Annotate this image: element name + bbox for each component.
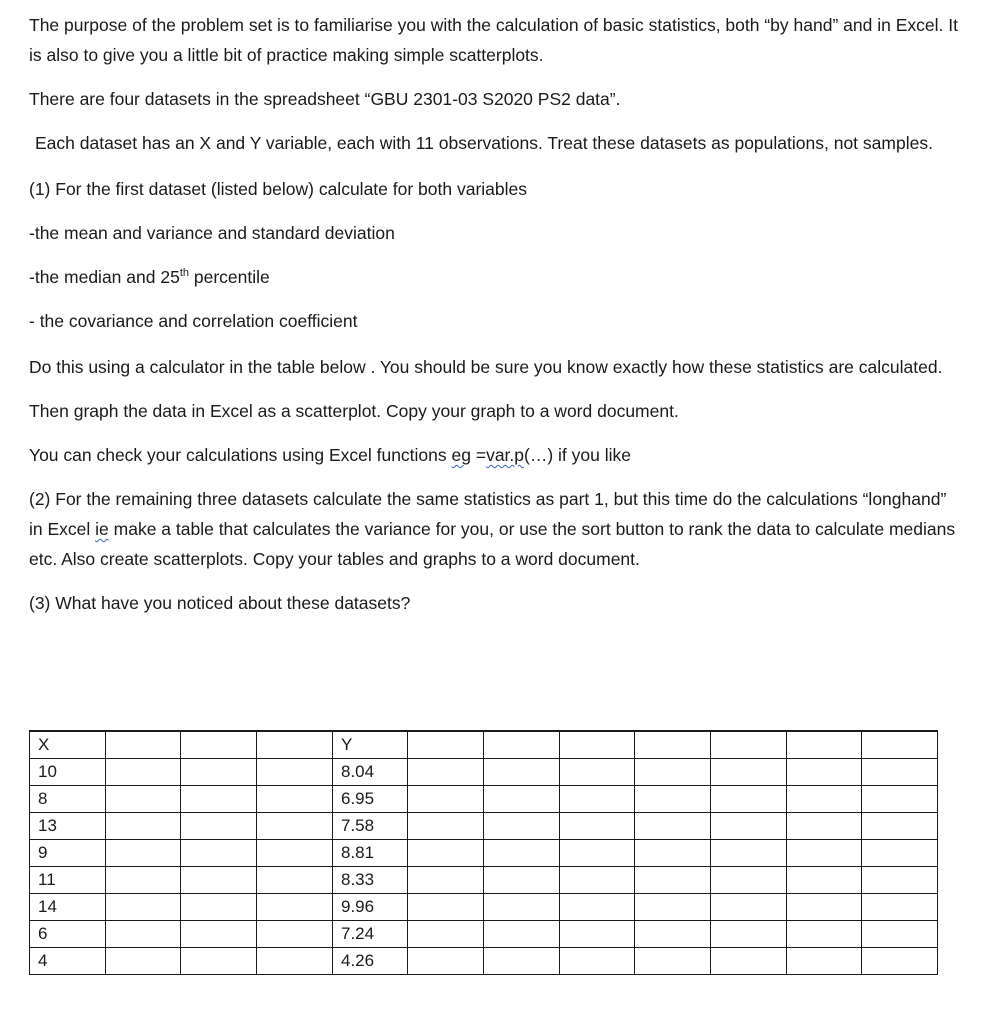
empty-cell[interactable] xyxy=(408,921,484,948)
empty-cell[interactable] xyxy=(787,813,862,840)
empty-cell[interactable] xyxy=(862,867,938,894)
header-y-cell[interactable]: Y xyxy=(333,731,408,759)
x-value-cell[interactable]: 9 xyxy=(30,840,106,867)
empty-cell[interactable] xyxy=(181,731,257,759)
table-row xyxy=(30,867,938,894)
part2-text: (2) For the remaining three datasets calculate the same statistics as part 1, but this time do the calculations “longhand” in Excel xyxy=(29,489,947,539)
table-row xyxy=(30,921,938,948)
empty-cell[interactable] xyxy=(408,948,484,975)
part2-tail: make a table that calculates the variance for you, or use the sort button to rank the data to calculate medians etc. Also create scatterplots. Copy your tables and graphs to a word document. xyxy=(29,519,956,569)
empty-cell[interactable] xyxy=(635,894,711,921)
empty-cell[interactable] xyxy=(257,894,333,921)
excel-check-text: You can check your calculations using Excel functions xyxy=(29,445,452,465)
empty-cell[interactable] xyxy=(106,840,181,867)
x-value-cell[interactable]: 11 xyxy=(30,867,106,894)
empty-cell[interactable] xyxy=(711,731,787,759)
y-value-cell[interactable]: 4.26 xyxy=(333,948,408,975)
task-covariance: - the covariance and correlation coefficient xyxy=(29,311,358,331)
empty-cell[interactable] xyxy=(711,948,787,975)
empty-cell[interactable] xyxy=(635,759,711,786)
empty-cell[interactable] xyxy=(484,759,560,786)
empty-cell[interactable] xyxy=(560,867,635,894)
percentile-text: percentile xyxy=(189,267,270,287)
x-value-cell[interactable]: 6 xyxy=(30,921,106,948)
table-row xyxy=(30,813,938,840)
empty-cell[interactable] xyxy=(635,813,711,840)
table-row xyxy=(30,894,938,921)
empty-cell[interactable] xyxy=(181,840,257,867)
empty-cell[interactable] xyxy=(635,731,711,759)
intro-paragraph: The purpose of the problem set is to familiarise you with the calculation of basic statistics, both “by hand” and in Excel. It is also to give you a little bit of practice making simple scatterplots. xyxy=(29,15,958,65)
empty-cell[interactable] xyxy=(257,759,333,786)
var-function-word: var.p xyxy=(486,445,525,465)
empty-cell[interactable] xyxy=(106,813,181,840)
empty-cell[interactable] xyxy=(181,921,257,948)
table-body xyxy=(30,731,938,975)
empty-cell[interactable] xyxy=(408,894,484,921)
empty-cell[interactable] xyxy=(787,759,862,786)
empty-cell[interactable] xyxy=(106,731,181,759)
empty-cell[interactable] xyxy=(711,867,787,894)
equals-sign: = xyxy=(470,445,487,465)
empty-cell[interactable] xyxy=(408,759,484,786)
empty-cell[interactable] xyxy=(862,813,938,840)
empty-cell[interactable] xyxy=(787,840,862,867)
empty-cell[interactable] xyxy=(711,840,787,867)
y-value-cell[interactable]: 8.04 xyxy=(333,759,408,786)
excel-check-tail: (…) if you like xyxy=(524,445,631,465)
empty-cell[interactable] xyxy=(711,786,787,813)
empty-cell[interactable] xyxy=(711,813,787,840)
empty-cell[interactable] xyxy=(560,759,635,786)
empty-cell[interactable] xyxy=(635,840,711,867)
empty-cell[interactable] xyxy=(635,867,711,894)
empty-cell[interactable] xyxy=(181,813,257,840)
x-value-cell[interactable]: 13 xyxy=(30,813,106,840)
empty-cell[interactable] xyxy=(106,759,181,786)
empty-cell[interactable] xyxy=(787,731,862,759)
empty-cell[interactable] xyxy=(106,921,181,948)
empty-cell[interactable] xyxy=(484,813,560,840)
y-value-cell[interactable]: 7.24 xyxy=(333,921,408,948)
empty-cell[interactable] xyxy=(181,759,257,786)
datasets-paragraph: There are four datasets in the spreadsheet “GBU 2301-03 S2020 PS2 data”. xyxy=(29,89,621,109)
part3-question: (3) What have you noticed about these datasets? xyxy=(29,593,411,613)
empty-cell[interactable] xyxy=(257,948,333,975)
empty-cell[interactable] xyxy=(257,731,333,759)
document-body xyxy=(29,10,959,618)
empty-cell[interactable] xyxy=(484,840,560,867)
empty-cell[interactable] xyxy=(862,894,938,921)
empty-cell[interactable] xyxy=(408,731,484,759)
empty-cell[interactable] xyxy=(106,894,181,921)
empty-cell[interactable] xyxy=(106,786,181,813)
empty-cell[interactable] xyxy=(257,840,333,867)
empty-cell[interactable] xyxy=(560,813,635,840)
empty-cell[interactable] xyxy=(484,894,560,921)
median-text: -the median and 25 xyxy=(29,267,180,287)
table-row xyxy=(30,786,938,813)
x-value-cell[interactable]: 4 xyxy=(30,948,106,975)
dataset-table xyxy=(29,730,938,975)
x-value-cell[interactable]: 8 xyxy=(30,786,106,813)
empty-cell[interactable] xyxy=(257,921,333,948)
task-mean-variance: -the mean and variance and standard deviation xyxy=(29,223,395,243)
x-value-cell[interactable]: 10 xyxy=(30,759,106,786)
calculator-paragraph: Do this using a calculator in the table below . You should be sure you know exactly how these statistics are calculated. xyxy=(29,357,943,377)
y-value-cell[interactable]: 9.96 xyxy=(333,894,408,921)
empty-cell[interactable] xyxy=(484,786,560,813)
x-value-cell[interactable]: 14 xyxy=(30,894,106,921)
empty-cell[interactable] xyxy=(787,894,862,921)
empty-cell[interactable] xyxy=(635,948,711,975)
task-median-percentile xyxy=(29,262,959,292)
empty-cell[interactable] xyxy=(484,731,560,759)
table-row xyxy=(30,948,938,975)
empty-cell[interactable] xyxy=(257,867,333,894)
y-value-cell[interactable]: 6.95 xyxy=(333,786,408,813)
empty-cell[interactable] xyxy=(106,867,181,894)
y-value-cell[interactable]: 8.33 xyxy=(333,867,408,894)
empty-cell[interactable] xyxy=(862,759,938,786)
empty-cell[interactable] xyxy=(787,948,862,975)
empty-cell[interactable] xyxy=(787,867,862,894)
excel-check-paragraph xyxy=(29,440,959,470)
empty-cell[interactable] xyxy=(181,867,257,894)
empty-cell[interactable] xyxy=(560,731,635,759)
ie-word: ie xyxy=(95,519,109,539)
empty-cell[interactable] xyxy=(560,921,635,948)
empty-cell[interactable] xyxy=(106,948,181,975)
empty-cell[interactable] xyxy=(181,948,257,975)
empty-cell[interactable] xyxy=(560,840,635,867)
observations-paragraph: Each dataset has an X and Y variable, each with 11 observations. Treat these datasets as populations, not samples. xyxy=(35,133,933,153)
empty-cell[interactable] xyxy=(257,813,333,840)
empty-cell[interactable] xyxy=(181,894,257,921)
empty-cell[interactable] xyxy=(560,948,635,975)
empty-cell[interactable] xyxy=(787,786,862,813)
part1-heading: (1) For the first dataset (listed below) calculate for both variables xyxy=(29,179,527,199)
empty-cell[interactable] xyxy=(787,921,862,948)
empty-cell[interactable] xyxy=(635,786,711,813)
empty-cell[interactable] xyxy=(181,786,257,813)
empty-cell[interactable] xyxy=(862,731,938,759)
empty-cell[interactable] xyxy=(408,867,484,894)
y-value-cell[interactable]: 8.81 xyxy=(333,840,408,867)
empty-cell[interactable] xyxy=(560,894,635,921)
empty-cell[interactable] xyxy=(711,894,787,921)
eg-word: eg xyxy=(451,445,471,465)
empty-cell[interactable] xyxy=(484,921,560,948)
empty-cell[interactable] xyxy=(862,786,938,813)
empty-cell[interactable] xyxy=(560,786,635,813)
empty-cell[interactable] xyxy=(408,840,484,867)
table-row xyxy=(30,759,938,786)
empty-cell[interactable] xyxy=(862,948,938,975)
percentile-superscript: th xyxy=(179,267,189,280)
header-x-cell[interactable]: X xyxy=(30,731,106,759)
empty-cell[interactable] xyxy=(484,948,560,975)
y-value-cell[interactable]: 7.58 xyxy=(333,813,408,840)
table-header-row xyxy=(30,731,938,759)
empty-cell[interactable] xyxy=(257,786,333,813)
table-row xyxy=(30,840,938,867)
empty-cell[interactable] xyxy=(711,921,787,948)
empty-cell[interactable] xyxy=(862,921,938,948)
empty-cell[interactable] xyxy=(408,813,484,840)
graph-paragraph: Then graph the data in Excel as a scatterplot. Copy your graph to a word document. xyxy=(29,401,679,421)
empty-cell[interactable] xyxy=(484,867,560,894)
part2-paragraph xyxy=(29,484,959,574)
empty-cell[interactable] xyxy=(635,921,711,948)
empty-cell[interactable] xyxy=(408,786,484,813)
empty-cell[interactable] xyxy=(862,840,938,867)
empty-cell[interactable] xyxy=(711,759,787,786)
